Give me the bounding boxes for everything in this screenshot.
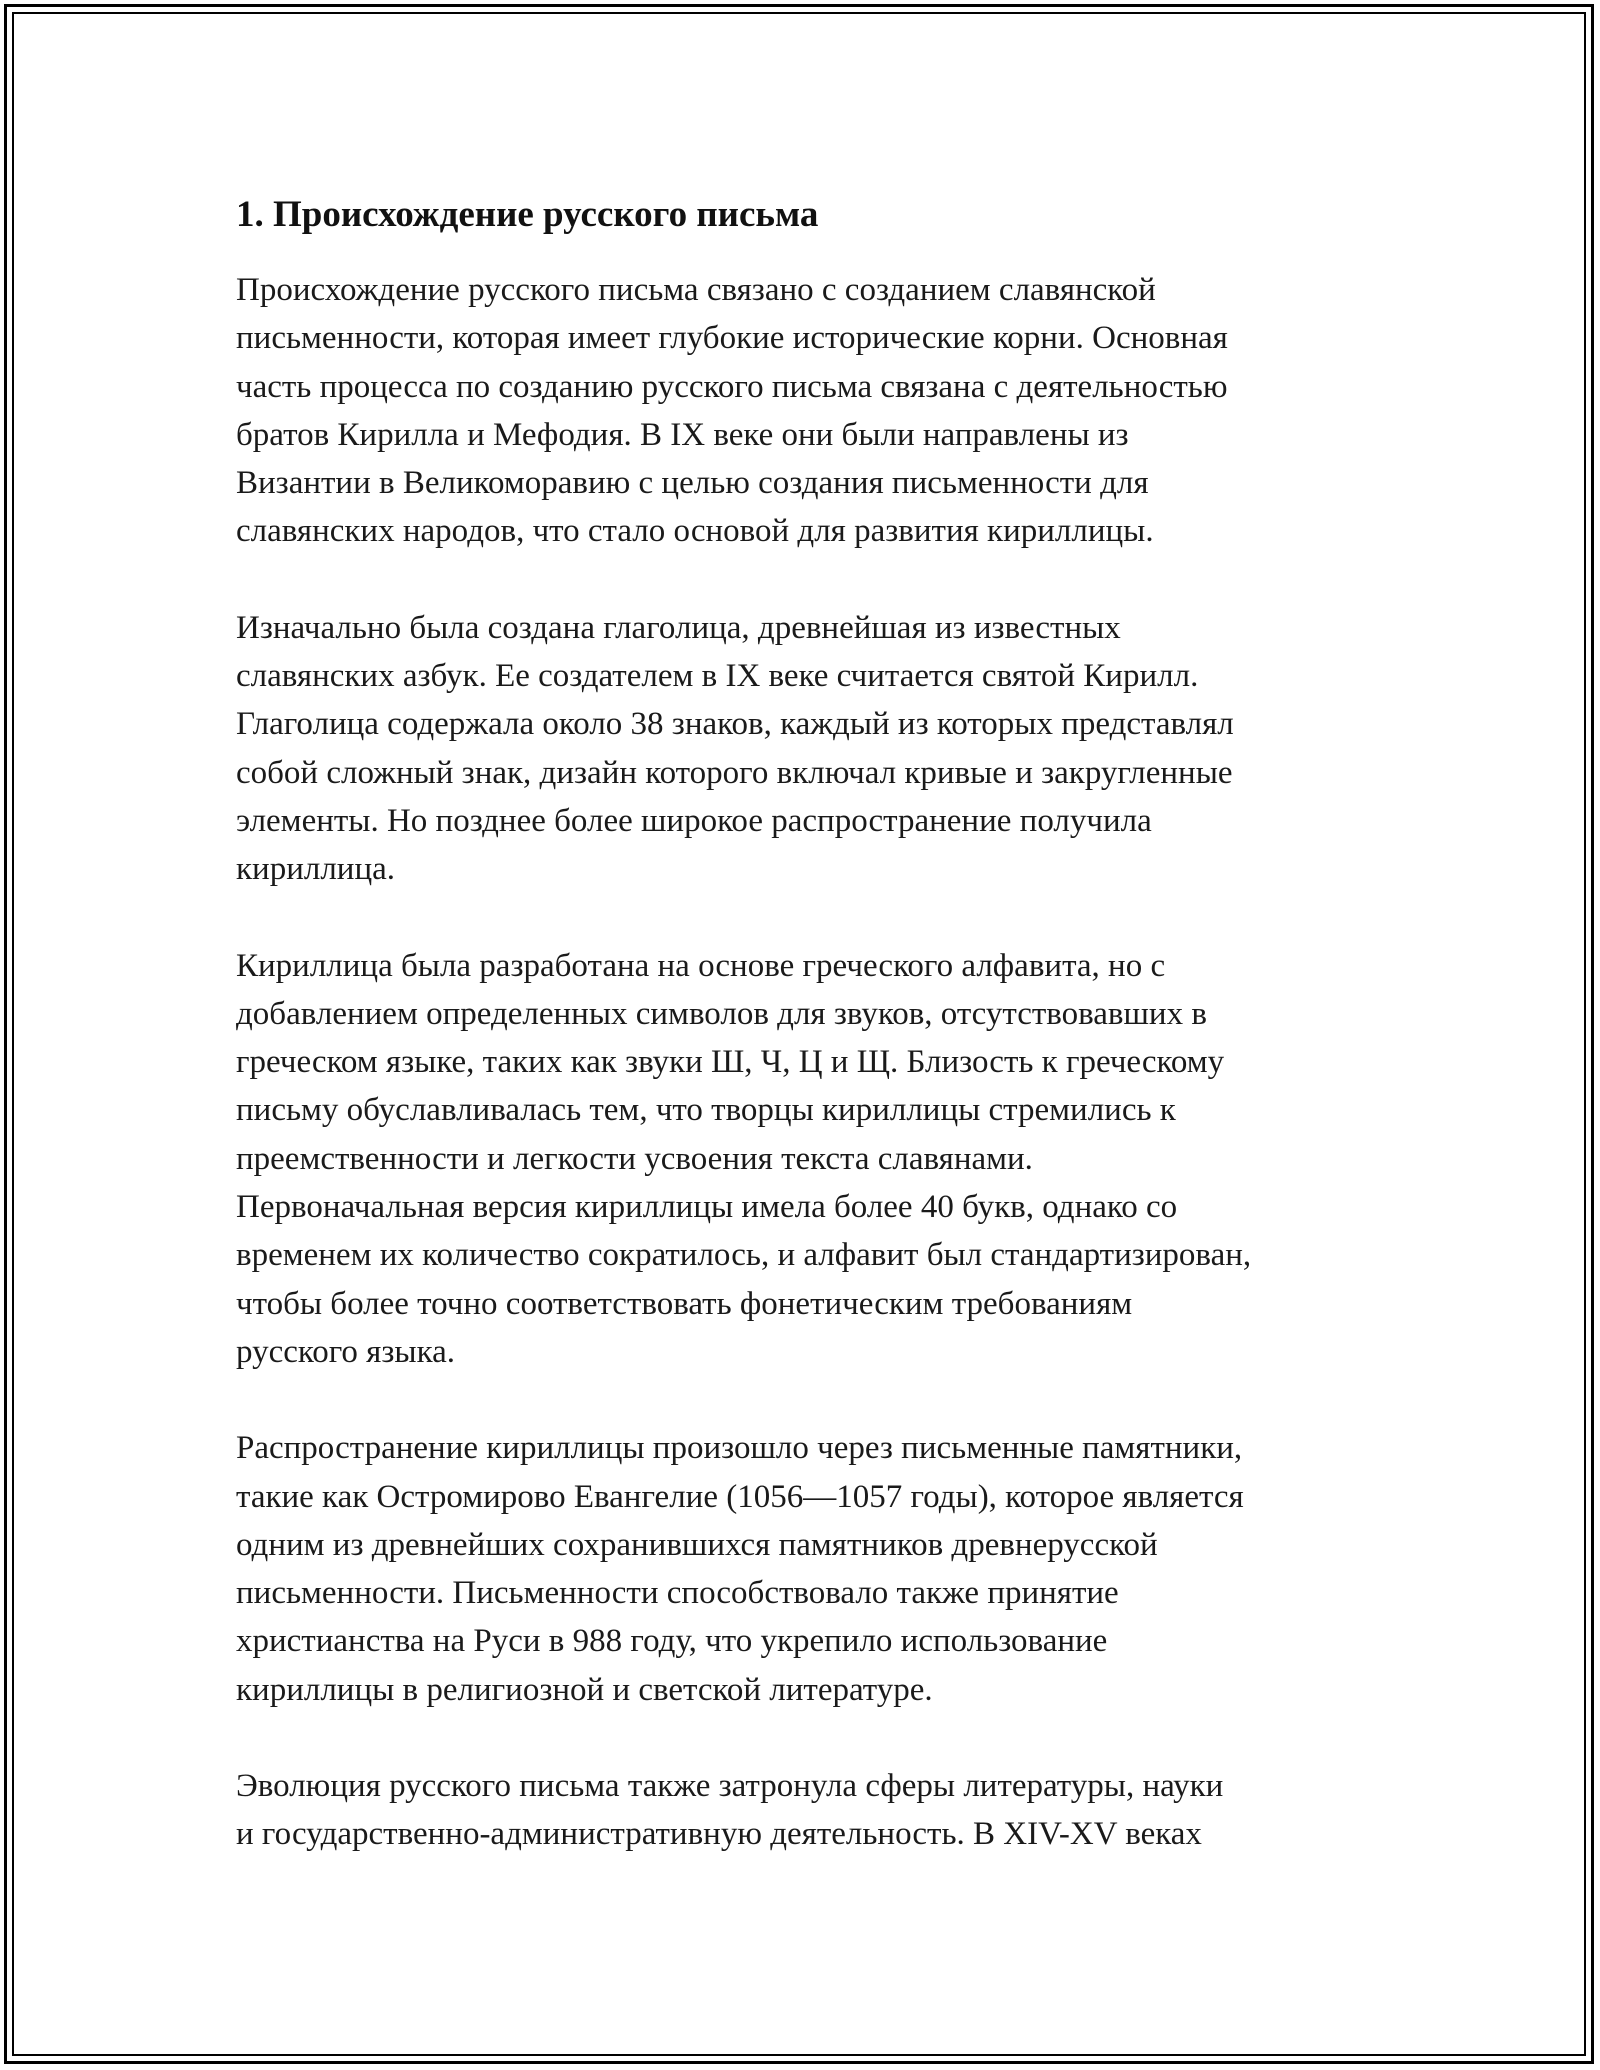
paragraph-4 — [236, 1424, 1386, 1714]
paragraph-5 — [236, 1762, 1386, 1859]
text-line: кириллицы в религиозной и светской литературе. — [236, 1671, 933, 1708]
text-line: славянских азбук. Ее создателем в IX веке считается святой Кирилл. — [236, 658, 1199, 695]
text-line: Византии в Великоморавию с целью создания письменности для — [236, 465, 1149, 502]
text-line: часть процесса по созданию русского письма связана с деятельностью — [236, 368, 1228, 405]
text-line: греческом языке, таких как звуки Ш, Ч, Ц и Щ. Близость к греческому — [236, 1044, 1225, 1081]
text-line: братов Кирилла и Мефодия. В IX веке они были направлены из — [236, 416, 1129, 453]
text-line: письму обуславливалась тем, что творцы кириллицы стремились к — [236, 1092, 1176, 1129]
document-body — [236, 190, 1386, 1907]
paragraph-3 — [236, 942, 1386, 1377]
paragraph-1 — [236, 266, 1386, 556]
text-line: Кириллица была разработана на основе греческого алфавита, но с — [236, 947, 1166, 984]
text-line: письменности. Письменности способствовало также принятие — [236, 1575, 1119, 1612]
text-line: и государственно-административную деятельность. В XIV-XV веках — [236, 1816, 1202, 1853]
text-line: Глаголица содержала около 38 знаков, каждый из которых представлял — [236, 706, 1234, 743]
text-line: такие как Остромирово Евангелие (1056—1057 годы), которое является — [236, 1478, 1244, 1515]
section-heading: 1. Происхождение русского письма — [236, 194, 819, 235]
text-line: христианства на Руси в 988 году, что укрепило использование — [236, 1623, 1108, 1660]
text-line: Происхождение русского письма связано с созданием славянской — [236, 272, 1156, 308]
text-line: собой сложный знак, дизайн которого включал кривые и закругленные — [236, 754, 1233, 791]
text-line: чтобы более точно соответствовать фонетическим требованиям — [236, 1285, 1133, 1322]
text-line: одним из древнейших сохранившихся памятников древнерусской — [236, 1526, 1158, 1563]
text-line: преемственности и легкости усвоения текста славянами. — [236, 1140, 1033, 1177]
text-line: элементы. Но позднее более широкое распространение получила — [236, 802, 1152, 839]
text-line: Эволюция русского письма также затронула сферы литературы, науки — [236, 1768, 1224, 1805]
text-line: кириллица. — [236, 851, 396, 888]
text-line: славянских народов, что стало основой для развития кириллицы. — [236, 513, 1154, 550]
text-line: добавлением определенных символов для звуков, отсутствовавших в — [236, 995, 1207, 1032]
text-line: Первоначальная версия кириллицы имела более 40 букв, однако со — [236, 1189, 1178, 1226]
text-line: письменности, которая имеет глубокие исторические корни. Основная — [236, 320, 1228, 357]
text-line: временем их количество сократилось, и алфавит был стандартизирован, — [236, 1237, 1252, 1274]
text-line: Распространение кириллицы произошло через письменные памятники, — [236, 1430, 1243, 1467]
text-line: Изначально была создана глаголица, древнейшая из известных — [236, 609, 1121, 646]
text-line: русского языка. — [236, 1333, 455, 1370]
paragraph-2 — [236, 604, 1386, 894]
